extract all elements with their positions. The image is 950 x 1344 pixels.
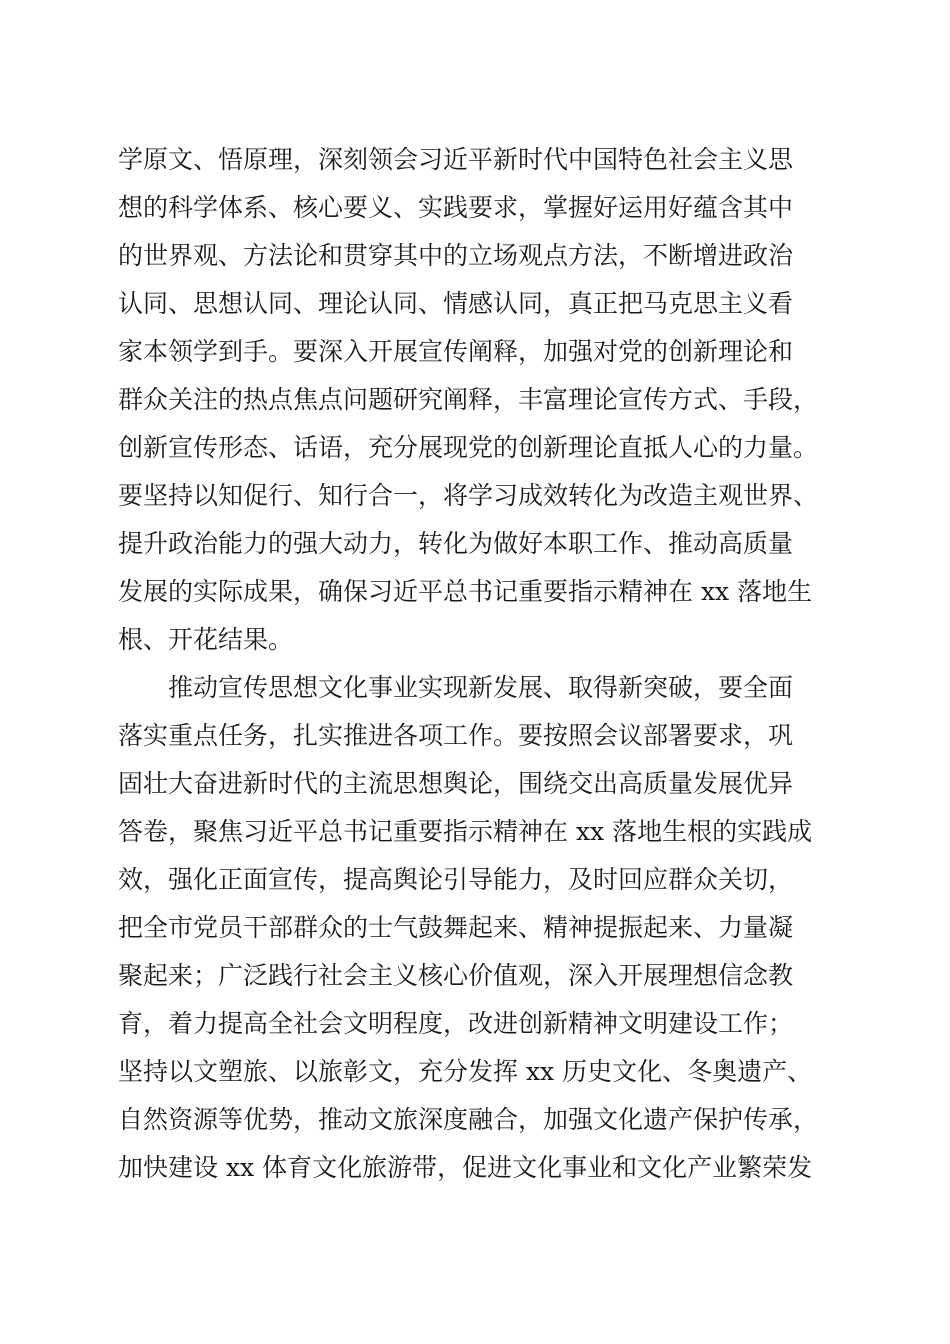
text-line: 根、开花结果。 bbox=[118, 625, 294, 654]
text-line: 自然资源等优势，推动文旅深度融合，加强文化遗产保护传承， bbox=[118, 1105, 819, 1134]
text-line: 效，强化正面宣传，提高舆论引导能力，及时回应群众关切， bbox=[118, 865, 794, 894]
text-line: 落实重点任务，扎实推进各项工作。要按照会议部署要求，巩 bbox=[118, 721, 794, 750]
text-line: 要坚持以知促行、知行合一，将学习成效转化为改造主观世界、 bbox=[118, 481, 819, 510]
text-line: 学原文、悟原理，深刻领会习近平新时代中国特色社会主义思 bbox=[118, 145, 794, 174]
text-line: 家本领学到手。要深入开展宣传阐释，加强对党的创新理论和 bbox=[118, 337, 794, 366]
text-line: 认同、思想认同、理论认同、情感认同，真正把马克思主义看 bbox=[118, 289, 794, 318]
text-line: 创新宣传形态、话语，充分展现党的创新理论直抵人心的力量。 bbox=[118, 433, 819, 462]
text-line: 提升政治能力的强大动力，转化为做好本职工作、推动高质量 bbox=[118, 529, 794, 558]
text-line: 答卷，聚焦习近平总书记重要指示精神在 xx 落地生根的实践成 bbox=[118, 817, 813, 846]
text-line: 坚持以文塑旅、以旅彰文，充分发挥 xx 历史文化、冬奥遗产、 bbox=[118, 1057, 813, 1086]
text-line: 固壮大奋进新时代的主流思想舆论，围绕交出高质量发展优异 bbox=[118, 769, 794, 798]
text-line: 育，着力提高全社会文明程度，改进创新精神文明建设工作； bbox=[118, 1009, 794, 1038]
text-line: 发展的实际成果，确保习近平总书记重要指示精神在 xx 落地生 bbox=[118, 577, 813, 606]
text-line: 的世界观、方法论和贯穿其中的立场观点方法，不断增进政治 bbox=[118, 241, 794, 270]
text-line: 把全市党员干部群众的士气鼓舞起来、精神提振起来、力量凝 bbox=[118, 913, 794, 942]
text-line: 聚起来；广泛践行社会主义核心价值观，深入开展理想信念教 bbox=[118, 961, 794, 990]
text-line: 想的科学体系、核心要义、实践要求，掌握好运用好蕴含其中 bbox=[118, 193, 794, 222]
text-line: 加快建设 xx 体育文化旅游带，促进文化事业和文化产业繁荣发 bbox=[118, 1153, 813, 1182]
text-line: 群众关注的热点焦点问题研究阐释，丰富理论宣传方式、手段， bbox=[118, 385, 819, 414]
paragraph-start-line: 推动宣传思想文化事业实现新发展、取得新突破，要全面 bbox=[168, 673, 794, 702]
